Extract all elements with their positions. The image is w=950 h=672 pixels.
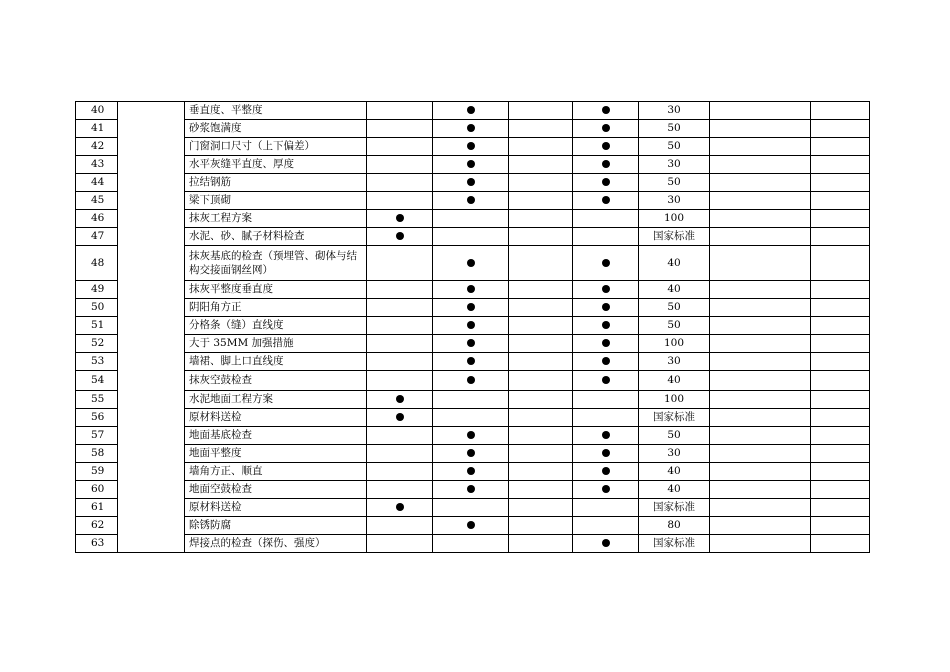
bullet-icon: [467, 467, 475, 475]
inspection-item: 砂浆饱满度: [185, 120, 367, 138]
mark-cell-m2: [433, 353, 509, 371]
row-number: 44: [76, 174, 118, 192]
empty-cell: [710, 409, 811, 427]
mark-cell-m1: [367, 210, 433, 228]
bullet-icon: [602, 376, 610, 384]
mark-cell-m2: [433, 517, 509, 535]
mark-cell-m1: [367, 517, 433, 535]
empty-cell: [710, 517, 811, 535]
bullet-icon: [602, 196, 610, 204]
bullet-icon: [602, 303, 610, 311]
table-row: [76, 409, 870, 427]
empty-cell: [509, 281, 573, 299]
mark-cell-m2: [433, 409, 509, 427]
mark-cell-m2: [433, 246, 509, 281]
mark-cell-m3: [573, 409, 639, 427]
table-row: [76, 535, 870, 553]
empty-cell: [509, 535, 573, 553]
row-number: 61: [76, 499, 118, 517]
standard-value: 国家标准: [639, 535, 710, 553]
row-number: 42: [76, 138, 118, 156]
empty-cell: [811, 409, 870, 427]
mark-cell-m1: [367, 192, 433, 210]
bullet-icon: [602, 321, 610, 329]
bullet-icon: [467, 160, 475, 168]
table-row: [76, 335, 870, 353]
bullet-icon: [396, 413, 404, 421]
row-number: 41: [76, 120, 118, 138]
empty-cell: [509, 210, 573, 228]
empty-cell: [710, 299, 811, 317]
empty-cell: [710, 210, 811, 228]
inspection-item: 抹灰基底的检查（预埋管、砌体与结构交接面钢丝网）: [185, 246, 367, 281]
bullet-icon: [602, 467, 610, 475]
empty-cell: [811, 481, 870, 499]
row-number: 46: [76, 210, 118, 228]
bullet-icon: [467, 142, 475, 150]
row-number: 58: [76, 445, 118, 463]
mark-cell-m2: [433, 192, 509, 210]
mark-cell-m3: [573, 427, 639, 445]
mark-cell-m3: [573, 102, 639, 120]
mark-cell-m3: [573, 391, 639, 409]
row-number: 60: [76, 481, 118, 499]
mark-cell-m1: [367, 228, 433, 246]
empty-cell: [811, 102, 870, 120]
empty-cell: [811, 499, 870, 517]
empty-cell: [509, 317, 573, 335]
inspection-item: 地面平整度: [185, 445, 367, 463]
empty-cell: [811, 192, 870, 210]
table-row: [76, 138, 870, 156]
mark-cell-m3: [573, 463, 639, 481]
mark-cell-m1: [367, 463, 433, 481]
mark-cell-m1: [367, 427, 433, 445]
empty-cell: [710, 427, 811, 445]
bullet-icon: [467, 449, 475, 457]
mark-cell-m3: [573, 335, 639, 353]
table-row: [76, 281, 870, 299]
empty-cell: [710, 445, 811, 463]
inspection-item: 除锈防腐: [185, 517, 367, 535]
mark-cell-m1: [367, 391, 433, 409]
empty-cell: [509, 463, 573, 481]
empty-cell: [509, 481, 573, 499]
standard-value: 40: [639, 481, 710, 499]
standard-value: 50: [639, 138, 710, 156]
table-row: [76, 246, 870, 281]
table-row: [76, 102, 870, 120]
row-number: 43: [76, 156, 118, 174]
mark-cell-m2: [433, 228, 509, 246]
empty-cell: [811, 317, 870, 335]
mark-cell-m2: [433, 120, 509, 138]
inspection-table: [75, 101, 870, 553]
empty-cell: [509, 246, 573, 281]
table-row: [76, 445, 870, 463]
empty-cell: [710, 281, 811, 299]
mark-cell-m2: [433, 281, 509, 299]
mark-cell-m1: [367, 409, 433, 427]
standard-value: 国家标准: [639, 409, 710, 427]
empty-cell: [811, 156, 870, 174]
mark-cell-m1: [367, 481, 433, 499]
empty-cell: [509, 353, 573, 371]
mark-cell-m3: [573, 371, 639, 391]
empty-cell: [811, 120, 870, 138]
inspection-item: 墙裙、脚上口直线度: [185, 353, 367, 371]
inspection-item: 垂直度、平整度: [185, 102, 367, 120]
mark-cell-m1: [367, 246, 433, 281]
standard-value: 50: [639, 299, 710, 317]
empty-cell: [811, 210, 870, 228]
mark-cell-m2: [433, 210, 509, 228]
empty-cell: [710, 371, 811, 391]
standard-value: 国家标准: [639, 499, 710, 517]
mark-cell-m1: [367, 102, 433, 120]
mark-cell-m2: [433, 499, 509, 517]
mark-cell-m1: [367, 120, 433, 138]
mark-cell-m2: [433, 445, 509, 463]
inspection-item: 原材料送检: [185, 409, 367, 427]
empty-cell: [710, 481, 811, 499]
empty-cell: [811, 138, 870, 156]
table-row: [76, 517, 870, 535]
empty-cell: [710, 463, 811, 481]
empty-cell: [811, 427, 870, 445]
bullet-icon: [602, 106, 610, 114]
table-row: [76, 481, 870, 499]
row-number: 56: [76, 409, 118, 427]
standard-value: 30: [639, 156, 710, 174]
empty-cell: [811, 371, 870, 391]
mark-cell-m3: [573, 174, 639, 192]
standard-value: 40: [639, 463, 710, 481]
mark-cell-m2: [433, 481, 509, 499]
bullet-icon: [467, 339, 475, 347]
table-row: [76, 317, 870, 335]
bullet-icon: [467, 196, 475, 204]
table-row: [76, 228, 870, 246]
empty-cell: [509, 391, 573, 409]
mark-cell-m3: [573, 281, 639, 299]
standard-value: 50: [639, 174, 710, 192]
mark-cell-m3: [573, 120, 639, 138]
mark-cell-m1: [367, 335, 433, 353]
row-number: 54: [76, 371, 118, 391]
mark-cell-m3: [573, 317, 639, 335]
empty-cell: [710, 246, 811, 281]
table-row: [76, 427, 870, 445]
inspection-item: 大于 35MM 加强措施: [185, 335, 367, 353]
row-number: 62: [76, 517, 118, 535]
table-row: [76, 210, 870, 228]
table-row: [76, 156, 870, 174]
empty-cell: [509, 409, 573, 427]
bullet-icon: [602, 160, 610, 168]
inspection-item: 墙角方正、顺直: [185, 463, 367, 481]
row-number: 59: [76, 463, 118, 481]
empty-cell: [811, 463, 870, 481]
mark-cell-m2: [433, 535, 509, 553]
bullet-icon: [602, 431, 610, 439]
row-number: 48: [76, 246, 118, 281]
mark-cell-m2: [433, 391, 509, 409]
mark-cell-m3: [573, 210, 639, 228]
row-number: 55: [76, 391, 118, 409]
empty-cell: [710, 138, 811, 156]
mark-cell-m1: [367, 174, 433, 192]
standard-value: 50: [639, 427, 710, 445]
bullet-icon: [602, 339, 610, 347]
empty-cell: [710, 499, 811, 517]
standard-value: 40: [639, 281, 710, 299]
empty-cell: [710, 102, 811, 120]
row-number: 50: [76, 299, 118, 317]
mark-cell-m2: [433, 299, 509, 317]
standard-value: 30: [639, 353, 710, 371]
standard-value: 30: [639, 102, 710, 120]
bullet-icon: [602, 178, 610, 186]
inspection-item: 梁下顶砌: [185, 192, 367, 210]
empty-cell: [509, 102, 573, 120]
mark-cell-m1: [367, 535, 433, 553]
empty-cell: [509, 371, 573, 391]
standard-value: 100: [639, 335, 710, 353]
empty-cell: [710, 335, 811, 353]
empty-cell: [811, 246, 870, 281]
bullet-icon: [467, 321, 475, 329]
table-row: [76, 174, 870, 192]
empty-cell: [710, 192, 811, 210]
bullet-icon: [467, 285, 475, 293]
standard-value: 50: [639, 317, 710, 335]
bullet-icon: [467, 521, 475, 529]
inspection-item: 门窗洞口尺寸（上下偏差）: [185, 138, 367, 156]
mark-cell-m2: [433, 427, 509, 445]
empty-cell: [710, 353, 811, 371]
bullet-icon: [396, 232, 404, 240]
category-cell: [118, 102, 185, 553]
empty-cell: [710, 120, 811, 138]
empty-cell: [509, 335, 573, 353]
empty-cell: [811, 353, 870, 371]
bullet-icon: [602, 259, 610, 267]
row-number: 57: [76, 427, 118, 445]
mark-cell-m2: [433, 138, 509, 156]
mark-cell-m3: [573, 246, 639, 281]
table-row: [76, 371, 870, 391]
mark-cell-m2: [433, 335, 509, 353]
empty-cell: [710, 228, 811, 246]
empty-cell: [811, 391, 870, 409]
mark-cell-m2: [433, 156, 509, 174]
mark-cell-m3: [573, 535, 639, 553]
bullet-icon: [396, 395, 404, 403]
empty-cell: [509, 120, 573, 138]
table-row: [76, 463, 870, 481]
mark-cell-m3: [573, 138, 639, 156]
bullet-icon: [467, 485, 475, 493]
standard-value: 30: [639, 192, 710, 210]
empty-cell: [509, 445, 573, 463]
empty-cell: [811, 445, 870, 463]
mark-cell-m3: [573, 481, 639, 499]
standard-value: 80: [639, 517, 710, 535]
bullet-icon: [396, 503, 404, 511]
empty-cell: [509, 299, 573, 317]
bullet-icon: [467, 106, 475, 114]
empty-cell: [811, 517, 870, 535]
standard-value: 国家标准: [639, 228, 710, 246]
empty-cell: [811, 174, 870, 192]
empty-cell: [811, 228, 870, 246]
mark-cell-m1: [367, 445, 433, 463]
empty-cell: [509, 427, 573, 445]
bullet-icon: [467, 431, 475, 439]
empty-cell: [710, 391, 811, 409]
mark-cell-m2: [433, 174, 509, 192]
bullet-icon: [467, 357, 475, 365]
mark-cell-m1: [367, 281, 433, 299]
row-number: 63: [76, 535, 118, 553]
row-number: 51: [76, 317, 118, 335]
mark-cell-m1: [367, 371, 433, 391]
empty-cell: [710, 317, 811, 335]
table-row: [76, 391, 870, 409]
standard-value: 40: [639, 371, 710, 391]
mark-cell-m3: [573, 299, 639, 317]
mark-cell-m3: [573, 517, 639, 535]
row-number: 52: [76, 335, 118, 353]
inspection-item: 焊接点的检查（探伤、强度）: [185, 535, 367, 553]
mark-cell-m3: [573, 499, 639, 517]
row-number: 45: [76, 192, 118, 210]
bullet-icon: [396, 214, 404, 222]
inspection-item: 水泥地面工程方案: [185, 391, 367, 409]
bullet-icon: [602, 142, 610, 150]
empty-cell: [710, 174, 811, 192]
mark-cell-m3: [573, 353, 639, 371]
inspection-item: 原材料送检: [185, 499, 367, 517]
empty-cell: [710, 535, 811, 553]
empty-cell: [509, 138, 573, 156]
mark-cell-m3: [573, 156, 639, 174]
empty-cell: [509, 517, 573, 535]
inspection-item: 抹灰平整度垂直度: [185, 281, 367, 299]
inspection-item: 水平灰缝平直度、厚度: [185, 156, 367, 174]
empty-cell: [811, 299, 870, 317]
standard-value: 100: [639, 391, 710, 409]
standard-value: 100: [639, 210, 710, 228]
mark-cell-m1: [367, 156, 433, 174]
empty-cell: [811, 281, 870, 299]
mark-cell-m2: [433, 317, 509, 335]
mark-cell-m1: [367, 499, 433, 517]
bullet-icon: [602, 124, 610, 132]
inspection-item: 抹灰工程方案: [185, 210, 367, 228]
bullet-icon: [602, 357, 610, 365]
inspection-item: 地面基底检查: [185, 427, 367, 445]
row-number: 53: [76, 353, 118, 371]
empty-cell: [710, 156, 811, 174]
table-row: [76, 353, 870, 371]
empty-cell: [509, 192, 573, 210]
bullet-icon: [602, 285, 610, 293]
standard-value: 40: [639, 246, 710, 281]
bullet-icon: [467, 178, 475, 186]
inspection-item: 阴阳角方正: [185, 299, 367, 317]
bullet-icon: [602, 539, 610, 547]
mark-cell-m1: [367, 317, 433, 335]
inspection-item: 水泥、砂、腻子材料检查: [185, 228, 367, 246]
bullet-icon: [602, 449, 610, 457]
mark-cell-m1: [367, 353, 433, 371]
mark-cell-m3: [573, 445, 639, 463]
bullet-icon: [467, 303, 475, 311]
empty-cell: [509, 156, 573, 174]
empty-cell: [509, 499, 573, 517]
inspection-item: 分格条（缝）直线度: [185, 317, 367, 335]
standard-value: 50: [639, 120, 710, 138]
inspection-item: 地面空鼓检查: [185, 481, 367, 499]
empty-cell: [811, 335, 870, 353]
bullet-icon: [467, 376, 475, 384]
standard-value: 30: [639, 445, 710, 463]
mark-cell-m1: [367, 138, 433, 156]
mark-cell-m1: [367, 299, 433, 317]
inspection-item: 拉结钢筋: [185, 174, 367, 192]
row-number: 47: [76, 228, 118, 246]
inspection-item: 抹灰空鼓检查: [185, 371, 367, 391]
mark-cell-m3: [573, 192, 639, 210]
empty-cell: [509, 174, 573, 192]
row-number: 40: [76, 102, 118, 120]
table-body: [76, 102, 870, 553]
table-row: [76, 192, 870, 210]
mark-cell-m2: [433, 102, 509, 120]
table-row: [76, 120, 870, 138]
table-row: [76, 299, 870, 317]
mark-cell-m2: [433, 371, 509, 391]
bullet-icon: [602, 485, 610, 493]
bullet-icon: [467, 259, 475, 267]
mark-cell-m2: [433, 463, 509, 481]
table-row: [76, 499, 870, 517]
empty-cell: [509, 228, 573, 246]
empty-cell: [811, 535, 870, 553]
mark-cell-m3: [573, 228, 639, 246]
bullet-icon: [467, 124, 475, 132]
row-number: 49: [76, 281, 118, 299]
